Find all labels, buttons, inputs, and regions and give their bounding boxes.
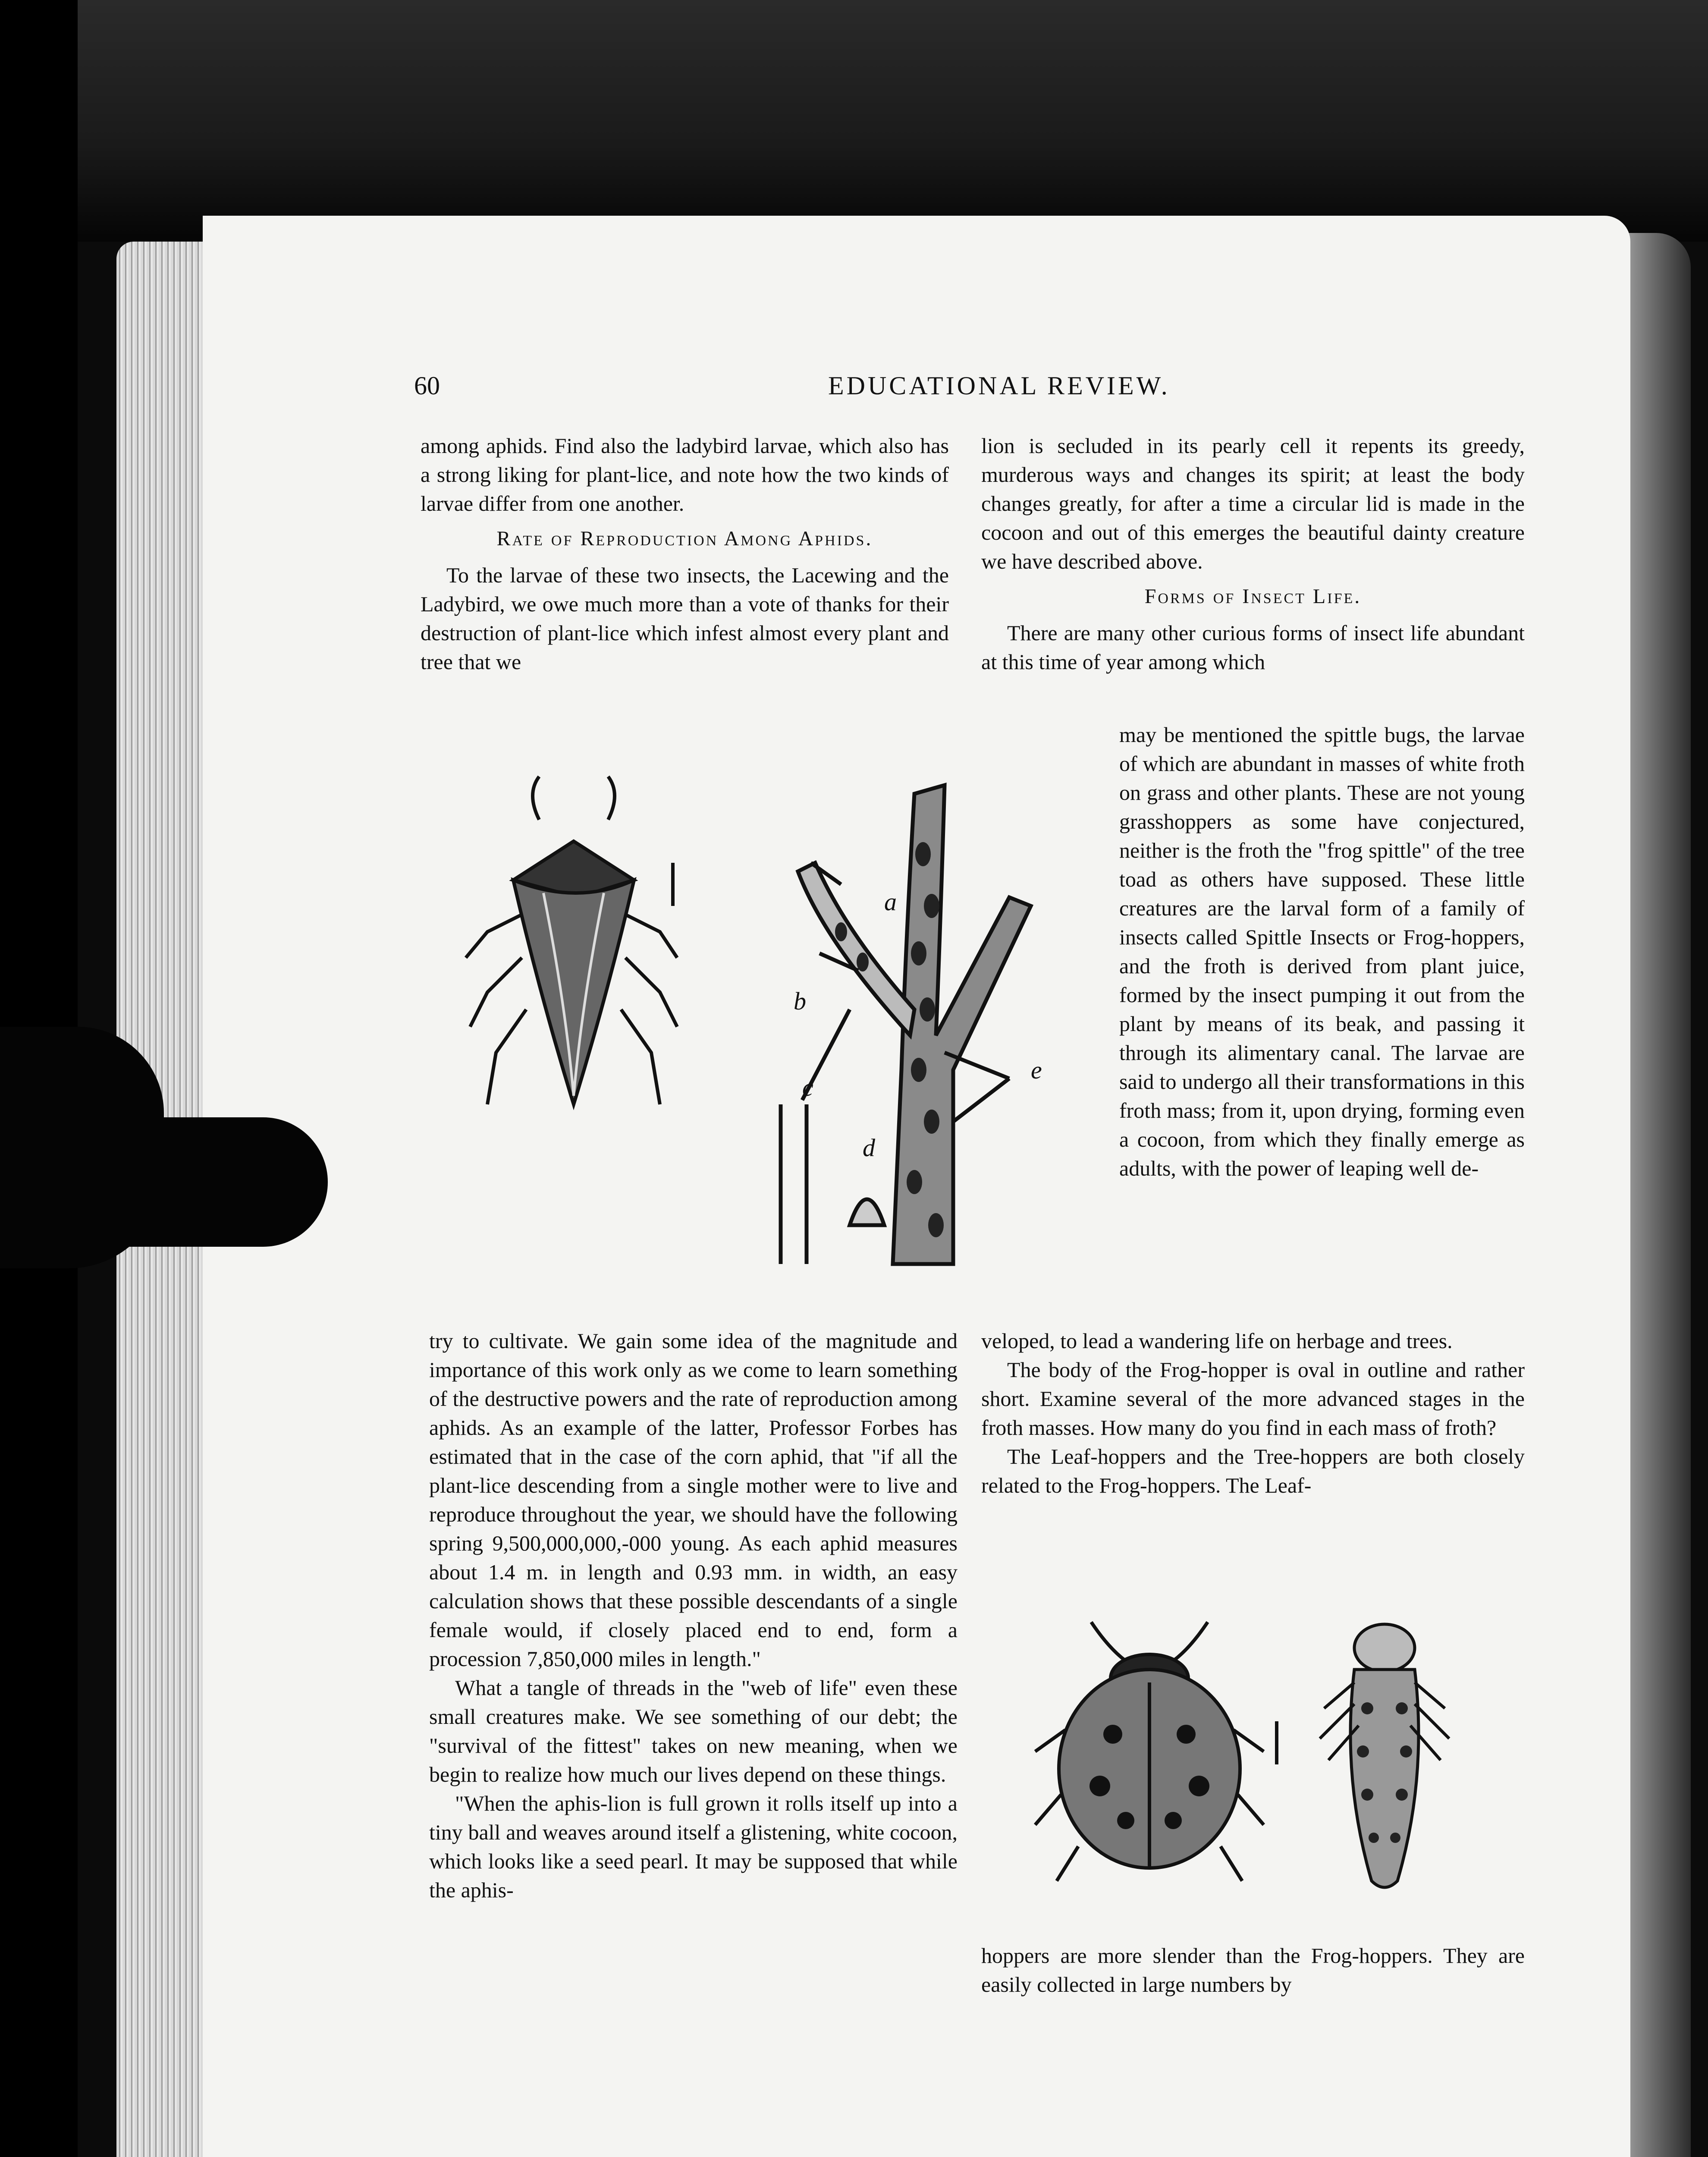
figure-label-d: d — [863, 1134, 875, 1162]
figure-label-b: b — [794, 987, 806, 1015]
right-column-wrapped — [1119, 720, 1525, 1183]
figure-label-a: a — [884, 888, 897, 916]
section-heading-aphids: Rate of Reproduction Among Aphids. — [496, 527, 873, 550]
figure-label-c: c — [802, 1073, 813, 1101]
figure-label-e: e — [1031, 1056, 1042, 1084]
scan-background-top — [0, 0, 1708, 242]
spittle-intro: There are many other curious forms of insect life abundant at this time of year among which — [981, 621, 1525, 674]
left-paragraph-before-figure: To the larvae of these two insects, the Lacewing and the Ladybird, we owe much more than a vote of thanks for their destruction of plant-lice which infest almost every plant and tree that we — [421, 563, 949, 674]
right-column-top — [981, 431, 1525, 676]
running-title: EDUCATIONAL REVIEW. — [828, 371, 1170, 400]
leafhopper-paragraph: The Leaf-hoppers and the Tree-hoppers are both closely related to the Frog-hoppers. The Leaf- — [981, 1444, 1525, 1497]
thumb-shadow-tip — [0, 1117, 328, 1247]
left-column-top — [421, 431, 949, 676]
left-paragraph-after-figure: try to cultivate. We gain some idea of the magnitude and importance of this work only as we come to learn something of the destructive powers and the rate of reproduction among aphids. As an example of the latter, Professor Forbes has estimated that in the case of the corn aphid, that "if all the plant-lice descending from a single mother were to live and reproduce throughout the year, we should have the following spring 9,500,000,000,-000 young. As each aphid measures about 1.4 m. in length and 0.93 mm. in width, an easy calculation shows that these possible descendants of a single female would, if closely placed end to end, form a procession 7,850,000 miles in length." — [429, 1329, 958, 1671]
spittle-bug-paragraph: may be mentioned the spittle bugs, the larvae of which are abundant in masses of white froth on grass and other plants. These are not young grasshoppers as some have conjectured, neither is the froth the "frog spittle" of the tree toad as others have supposed. These little creatures are the larval form of a family of insects called Spittle Insects or Frog-hoppers, and the froth is derived from plant juice, formed by the insect pumping it out from the plant by means of its beak, and passing it through its alimentary canal. The larvae are said to undergo all their transformations in this froth mass; from it, upon drying, forming even a cocoon, from which they finally emerge as adults, with the power of leaping well de- — [1119, 723, 1525, 1180]
page-number: 60 — [414, 371, 440, 400]
ladybird-beetle-illustration — [1035, 1622, 1277, 1881]
treehopper-figure — [436, 768, 1108, 1277]
section-heading-forms: Forms of Insect Life. — [1144, 585, 1362, 608]
spittle-tail: veloped, to lead a wandering life on herbage and trees. — [981, 1329, 1453, 1353]
froghopper-paragraph: The body of the Frog-hopper is oval in outline and rather short. Examine several of the more advanced stages in the froth masses. How many do you find in each mass of froth? — [981, 1358, 1525, 1440]
right-column-bottom — [981, 1327, 1525, 1500]
right-bottom-paragraph: hoppers are more slender than the Frog-hoppers. They are easily collected in large numbers by — [981, 1943, 1525, 1997]
treehopper-illustration — [466, 777, 677, 1104]
right-column-last — [981, 1941, 1525, 1999]
left-paragraph-aphis-lion: "When the aphis-lion is full grown it rolls itself up into a tiny ball and weaves around itself a glistening, white cocoon, which looks like a seed pearl. It may be supposed that while the aphis- — [429, 1791, 958, 1902]
left-column-bottom — [429, 1327, 958, 1905]
twig-illustration — [781, 785, 1031, 1264]
ladybird-figure — [1027, 1613, 1501, 1898]
ladybird-larva-illustration — [1320, 1624, 1449, 1887]
left-paragraph-web-of-life: What a tangle of threads in the "web of life" even these small creatures make. We see something of our debt; the "survival of the fittest" takes on new meaning, when we begin to realize how much our lives depend on these things. — [429, 1676, 958, 1786]
right-top-paragraph: lion is secluded in its pearly cell it repents its greedy, murderous ways and changes its spirit; at least the body changes greatly, for after a time a circular lid is made in the cocoon and out of this emerges the beautiful dainty creature we have described above. — [981, 434, 1525, 573]
left-top-paragraph: among aphids. Find also the ladybird larvae, which also has a strong liking for plant-lice, and note how the two kinds of larvae differ from one another. — [421, 434, 949, 516]
